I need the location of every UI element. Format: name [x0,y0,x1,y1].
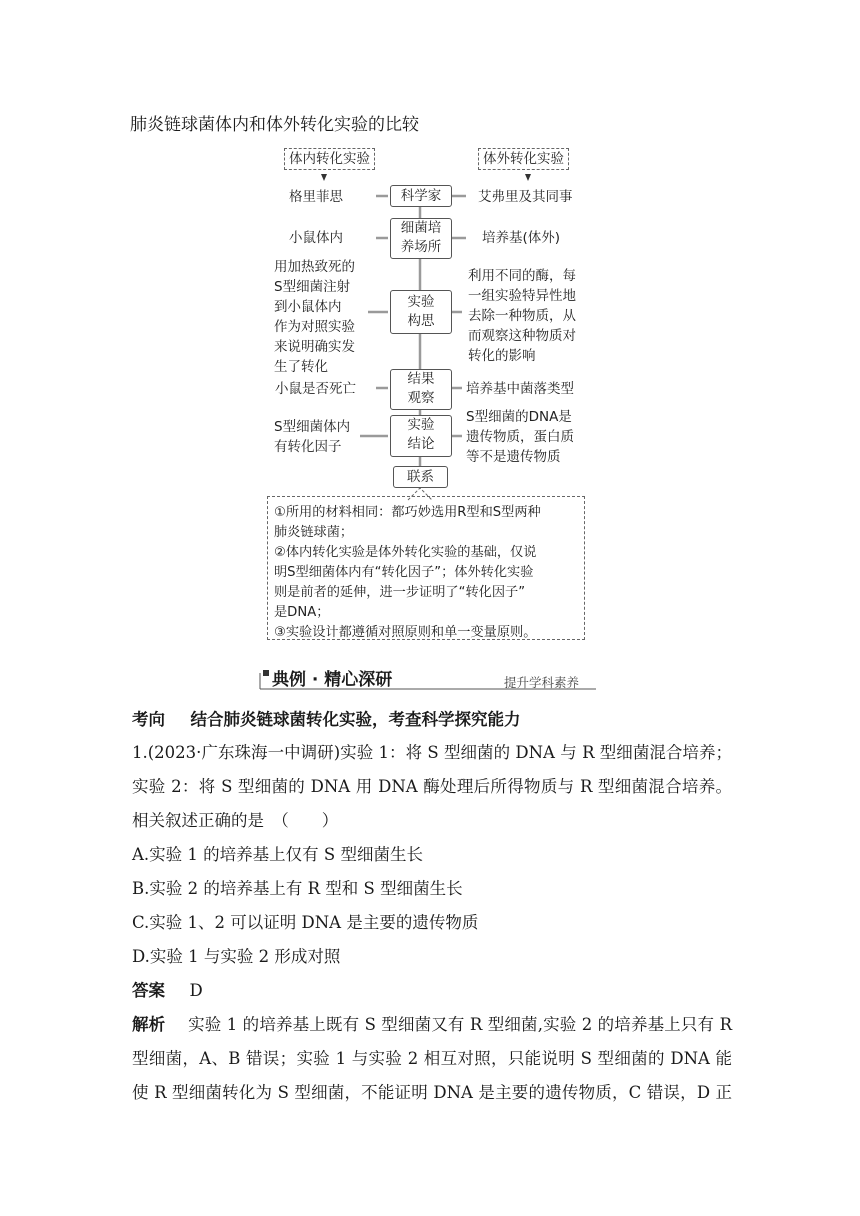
banner-subtitle: 提升学科素养 [504,675,580,690]
node-conclusion [390,415,452,457]
answer-line [132,979,732,1003]
question-line: 相关叙述正确的是 （ ） [132,811,339,830]
link-notes [267,496,585,640]
answer-value: D [189,981,203,1000]
option-d: D.实验 1 与实验 2 形成对照 [132,947,341,966]
banner-title: 典例 · 精心深研 [272,670,393,690]
in-vivo-design-line: 用加热致死的 [274,259,355,275]
node-observation-line2: 观察 [407,390,435,406]
in-vitro-design-line: 一组实验特异性地 [468,288,576,304]
link-note-line: ②体内转化实验是体外转化实验的基础，仅说 [274,545,537,560]
node-scientist [390,185,452,207]
node-culture-site-line2: 养场所 [400,239,442,255]
in-vivo-design-line: 来说明确实发 [274,339,355,355]
in-vivo-culture-site: 小鼠体内 [289,230,343,246]
node-design-line2: 构思 [407,313,435,329]
in-vitro-design-line: 利用不同的酶，每 [468,268,576,284]
in-vitro-design-line: 转化的影响 [468,348,536,364]
link-note-line: ③实验设计都遵循对照原则和单一变量原则。 [274,625,537,640]
section-banner [258,663,598,691]
node-conclusion-line2: 结论 [407,436,435,452]
in-vivo-design-line: S型细菌注射 [274,279,351,295]
in-vitro-design-line: 去除一种物质，从 [468,308,576,324]
analysis-text: 实验 1 的培养基上既有 S 型细菌又有 R 型细菌,实验 2 的培养基上只有 R [188,1015,733,1034]
node-culture-site-line1: 细菌培 [400,220,442,236]
option-b: B.实验 2 的培养基上有 R 型和 S 型细菌生长 [132,879,463,898]
in-vitro-conclusion-line: 遗传物质，蛋白质 [466,429,574,445]
link-note-line: 明S型细菌体内有“转化因子”；体外转化实验 [274,565,534,580]
analysis-label: 解析 [132,1015,166,1034]
node-conclusion-line1: 实验 [407,417,435,433]
analysis-line-3: 使 R 型细菌转化为 S 型细菌，不能证明 DNA 是主要的遗传物质，C 错误，D 正 [132,1083,732,1102]
question-line: 实验 2：将 S 型细菌的 DNA 用 DNA 酶处理后所得物质与 R 型细菌混合培养。 [132,777,732,796]
analysis-line-2: 型细菌，A、B 错误；实验 1 与实验 2 相互对照，只能说明 S 型细菌的 DNA 能 [132,1049,732,1068]
answer-label: 答案 [132,981,165,1000]
link-note-line: ①所用的材料相同：都巧妙选用R型和S型两种 [274,505,541,520]
link-note-line: 是DNA； [274,605,330,620]
link-note-line: 则是前者的延伸，进一步证明了“转化因子” [274,585,526,600]
kaoxiang-text: 结合肺炎链球菌转化实验，考查科学探究能力 [190,710,521,729]
node-link [393,466,448,488]
in-vitro-conclusion-line: 等不是遗传物质 [466,449,561,465]
node-observation-line1: 结果 [407,371,435,387]
header-in-vivo: 体内转化实验 [284,148,375,170]
node-design-line1: 实验 [407,294,435,310]
question-line: 1.(2023·广东珠海一中调研)实验 1：将 S 型细菌的 DNA 与 R 型细菌混合培养； [132,743,732,762]
in-vivo-conclusion-line: S型细菌体内 [274,419,351,435]
in-vitro-conclusion-line: S型细菌的DNA是 [466,409,572,425]
analysis-line-1 [132,1013,732,1037]
in-vivo-scientist: 格里菲思 [289,189,343,205]
kaoxiang-line [132,708,732,732]
in-vivo-design-line: 到小鼠体内 [274,299,342,315]
in-vivo-conclusion [274,417,350,457]
in-vitro-culture-site: 培养基(体外) [482,230,561,246]
in-vivo-design-line: 生了转化 [274,359,328,375]
in-vitro-conclusion [466,407,574,467]
section-title: 肺炎链球菌体内和体外转化实验的比较 [130,115,419,135]
option-a: A.实验 1 的培养基上仅有 S 型细菌生长 [132,845,423,864]
option-c: C.实验 1、2 可以证明 DNA 是主要的遗传物质 [132,913,479,932]
link-note-line: 肺炎链球菌； [274,525,354,540]
node-culture-site [390,218,452,259]
in-vitro-design-line: 而观察这种物质对 [468,328,576,344]
in-vivo-observation: 小鼠是否死亡 [275,381,356,397]
node-link-label: 联系 [407,469,434,485]
node-scientist-label: 科学家 [400,188,442,204]
in-vivo-design-line: 作为对照实验 [274,319,355,335]
in-vivo-conclusion-line: 有转化因子 [274,439,342,455]
node-design [390,290,452,334]
node-observation [390,369,452,410]
in-vivo-design [274,257,355,377]
header-in-vitro: 体外转化实验 [478,148,569,170]
in-vitro-design [468,266,576,366]
in-vitro-observation: 培养基中菌落类型 [466,381,574,397]
in-vitro-scientist: 艾弗里及其同事 [478,189,573,205]
kaoxiang-label: 考向 [132,710,165,729]
